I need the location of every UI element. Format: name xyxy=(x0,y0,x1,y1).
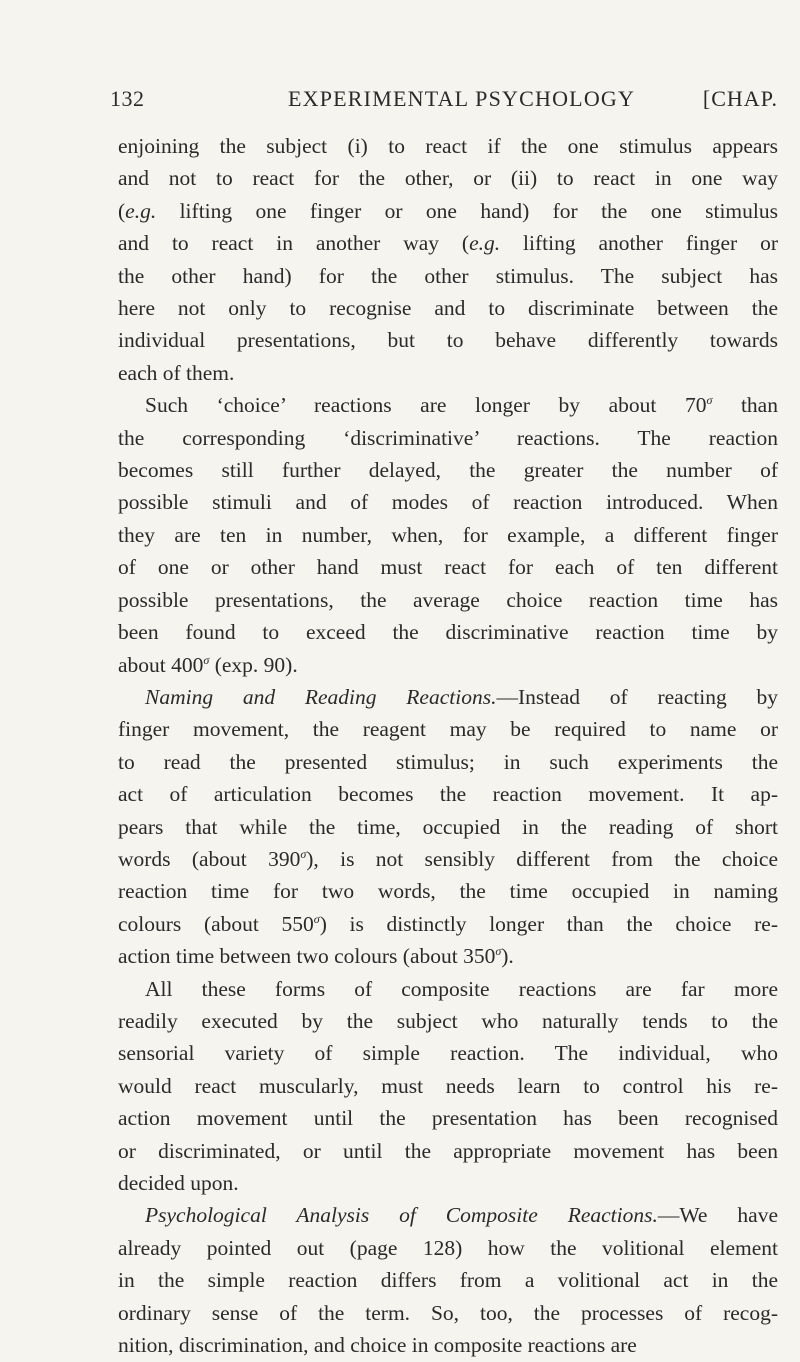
text-line: to read the presented stimulus; in such experiments the xyxy=(118,749,778,774)
text-line: of one or other hand must react for each of ten different xyxy=(118,555,778,580)
text-line: act of articulation becomes the reaction movement. It ap- xyxy=(118,782,778,807)
text-line: enjoining the subject (i) to react if the one stimulus appears xyxy=(118,134,778,158)
text-line: becomes still further delayed, the greater the number of xyxy=(118,458,778,483)
body-text xyxy=(118,130,778,1361)
chapter-marker: [CHAP. xyxy=(702,86,778,111)
text-line: reaction time for two words, the time occupied in naming xyxy=(118,879,778,904)
text-line: already pointed out (page 128) how the volitional element xyxy=(118,1235,778,1260)
text-line: and not to react for the other, or (ii) to react in one way xyxy=(118,166,778,191)
text-line: about $400^\sigma$ (exp. 90). xyxy=(118,652,298,677)
page-number: 132 xyxy=(110,86,145,111)
text-line: ordinary sense of the term. So, too, the processes of recog- xyxy=(118,1300,778,1325)
text-line: action time between two colours (about $350^\sigma$). xyxy=(118,944,514,969)
text-line: possible presentations, the average choice reaction time has xyxy=(118,587,778,612)
text-line: decided upon. xyxy=(118,1171,239,1195)
text-line: been found to exceed the discriminative reaction time by xyxy=(118,620,778,645)
text-line: readily executed by the subject who naturally tends to the xyxy=(118,1008,778,1033)
text-line: or discriminated, or until the appropriate movement has been xyxy=(118,1138,778,1163)
text-line: finger movement, the reagent may be required to name or xyxy=(118,717,778,742)
text-line: Naming and Reading Reactions.—Instead of reacting by xyxy=(145,684,778,709)
text-line: sensorial variety of simple reaction. The individual, who xyxy=(118,1041,778,1066)
text-line: words (about $390^\sigma$), is not sensibly different from the choice xyxy=(118,846,778,871)
text-line: the corresponding ‘discriminative’ reactions. The reaction xyxy=(118,425,778,450)
running-header xyxy=(110,86,778,116)
text-line: colours (about $550^\sigma$) is distinctly longer than the choice re- xyxy=(118,911,778,936)
text-line: individual presentations, but to behave differently towards xyxy=(118,328,778,353)
text-line: nition, discrimination, and choice in composite reactions are xyxy=(118,1333,637,1358)
running-title: EXPERIMENTAL PSYCHOLOGY xyxy=(288,86,636,111)
text-line: the other hand) for the other stimulus. The subject has xyxy=(118,263,778,288)
text-line: (e.g. lifting one finger or one hand) for the one stimulus xyxy=(118,198,778,223)
text-line: each of them. xyxy=(118,360,235,385)
text-line: in the simple reaction differs from a volitional act in the xyxy=(118,1268,778,1293)
text-line: they are ten in number, when, for example, a different finger xyxy=(118,522,778,547)
text-line: possible stimuli and of modes of reaction introduced. When xyxy=(118,490,778,515)
text-line: here not only to recognise and to discriminate between the xyxy=(118,296,778,321)
text-line: pears that while the time, occupied in the reading of short xyxy=(118,814,778,839)
text-line: action movement until the presentation has been recognised xyxy=(118,1106,778,1131)
text-line: All these forms of composite reactions are far more xyxy=(145,976,778,1001)
text-line: would react muscularly, must needs learn to control his re- xyxy=(118,1073,778,1098)
text-line: and to react in another way (e.g. lifting another finger or xyxy=(118,231,778,256)
text-line: Psychological Analysis of Composite Reactions.—We have xyxy=(145,1203,778,1228)
text-line: Such ‘choice’ reactions are longer by about $70^\sigma$ than xyxy=(145,393,778,418)
